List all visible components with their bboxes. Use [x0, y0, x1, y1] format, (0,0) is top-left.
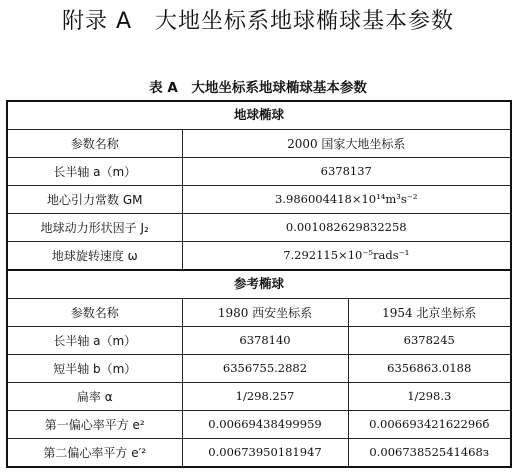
table-row	[7, 158, 511, 186]
beijing-value: 1/298.3	[348, 383, 511, 411]
xian-value: 1/298.257	[182, 383, 348, 411]
row-label: 扁率 α	[7, 383, 182, 411]
table-row	[7, 242, 511, 271]
table-row	[7, 439, 511, 468]
earth-ellipsoid-section-title: 地球椭球	[7, 101, 511, 130]
table-row	[7, 186, 511, 214]
table-row	[7, 355, 511, 383]
page-title: 附录 A 大地坐标系地球椭球基本参数	[61, 9, 455, 34]
table-caption: 表 A 大地坐标系地球椭球基本参数	[149, 80, 367, 96]
xian-value: 0.00673950181947	[182, 439, 348, 468]
table-row	[7, 383, 511, 411]
xian-value: 6356755.2882	[182, 355, 348, 383]
ellipsoid-parameters-table	[6, 100, 512, 468]
row-label: 短半轴 b（m）	[7, 355, 182, 383]
table-row	[7, 214, 511, 242]
header-beijing-1954: 1954 北京坐标系	[348, 299, 511, 327]
xian-value: 0.00669438499959	[182, 411, 348, 439]
earth-header-label: 参数名称	[7, 130, 182, 158]
header-xian-1980: 1980 西安坐标系	[182, 299, 348, 327]
row-label: 长半轴 a（m）	[7, 158, 182, 186]
row-label: 长半轴 a（m）	[7, 327, 182, 355]
beijing-value: 6356863.0188	[348, 355, 511, 383]
earth-header-value: 2000 国家大地坐标系	[182, 130, 511, 158]
row-label: 第二偏心率平方 e′²	[7, 439, 182, 468]
row-value: 0.001082629832258	[182, 214, 511, 242]
xian-value: 6378140	[182, 327, 348, 355]
row-value: 3.986004418×10¹⁴m³s⁻²	[182, 186, 511, 214]
reference-header-label: 参数名称	[7, 299, 182, 327]
row-label: 地心引力常数 GM	[7, 186, 182, 214]
row-label: 第一偏心率平方 e²	[7, 411, 182, 439]
beijing-value: 0.00673852541468з	[348, 439, 511, 468]
beijing-value: 6378245	[348, 327, 511, 355]
row-label: 地球动力形状因子 J₂	[7, 214, 182, 242]
row-value: 6378137	[182, 158, 511, 186]
table-row	[7, 327, 511, 355]
row-label: 地球旋转速度 ω	[7, 242, 182, 271]
row-value: 7.292115×10⁻⁵rads⁻¹	[182, 242, 511, 271]
reference-ellipsoid-section-title: 参考椭球	[7, 270, 511, 299]
beijing-value: 0.00669342162296б	[348, 411, 511, 439]
table-row	[7, 411, 511, 439]
